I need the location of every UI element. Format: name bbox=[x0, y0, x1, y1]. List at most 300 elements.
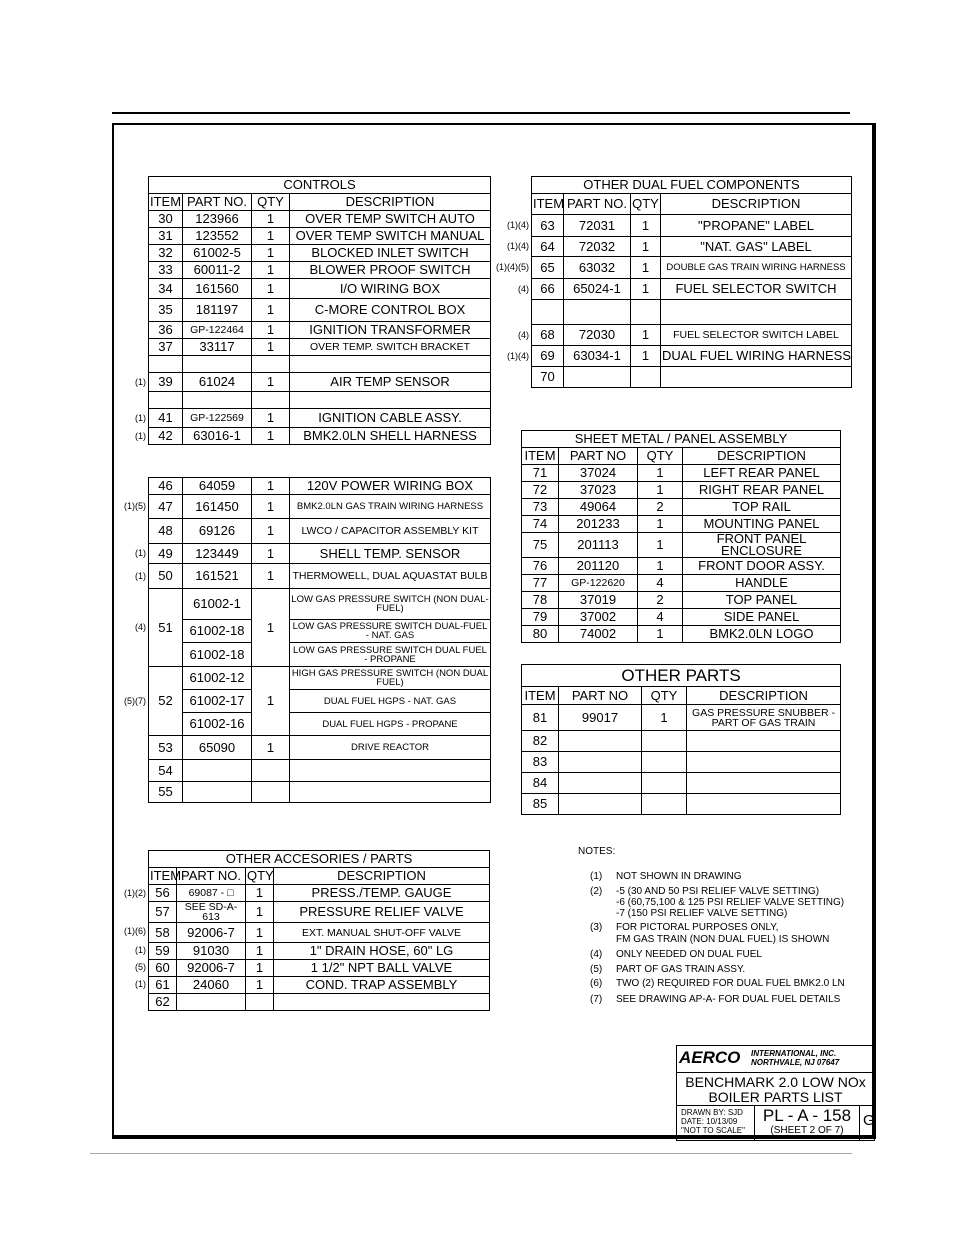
accessories-title: OTHER ACCESORIES / PARTS bbox=[149, 851, 490, 868]
accessories-table bbox=[148, 850, 490, 1011]
part-cell: 63032 bbox=[564, 257, 631, 279]
qty-cell: 1 bbox=[631, 279, 661, 300]
item-cell: 62 bbox=[149, 994, 177, 1011]
part-cell bbox=[564, 300, 631, 325]
description-cell: RIGHT REAR PANEL bbox=[683, 482, 841, 499]
table-row bbox=[532, 257, 852, 279]
part-cell: 65090 bbox=[183, 736, 252, 760]
col-desc-header: DESCRIPTION bbox=[661, 194, 852, 215]
item-cell: 70 bbox=[532, 367, 564, 388]
note-item bbox=[590, 979, 845, 989]
qty-cell: 4 bbox=[638, 575, 683, 592]
part-cell: 74002 bbox=[559, 626, 638, 643]
table-row bbox=[149, 392, 491, 409]
description-cell: BMK2.0LN LOGO bbox=[683, 626, 841, 643]
col-part-header: PART NO bbox=[559, 687, 642, 705]
description-cell: OVER TEMP SWITCH AUTO bbox=[290, 211, 491, 228]
part-cell bbox=[183, 392, 252, 409]
note-text: SEE DRAWING AP-A- FOR DUAL FUEL DETAILS bbox=[616, 994, 841, 1005]
part-cell: 72031 bbox=[564, 215, 631, 237]
item-cell: 53 bbox=[149, 736, 183, 760]
description-cell bbox=[661, 367, 852, 388]
table-row bbox=[522, 731, 841, 752]
footer-rule bbox=[90, 1153, 852, 1154]
table-row bbox=[149, 519, 491, 544]
note-reference: (4) bbox=[518, 283, 529, 294]
description-cell: FRONT DOOR ASSY. bbox=[683, 558, 841, 575]
item-cell: 51 bbox=[149, 589, 183, 667]
part-cell: 63034-1 bbox=[564, 346, 631, 367]
drawing-date: DATE: 10/13/09 bbox=[681, 1117, 738, 1126]
note-reference: (5)(7) bbox=[124, 695, 146, 706]
other-parts-table bbox=[521, 664, 841, 815]
qty-cell: 1 bbox=[246, 902, 274, 923]
part-cell bbox=[183, 782, 252, 803]
item-cell bbox=[149, 356, 183, 373]
part-cell: SEE SD-A-613 bbox=[177, 902, 246, 923]
col-desc-header: DESCRIPTION bbox=[290, 194, 491, 211]
table-row bbox=[149, 478, 491, 495]
item-cell: 41 bbox=[149, 409, 183, 428]
part-cell: 201233 bbox=[559, 516, 638, 533]
item-cell: 60 bbox=[149, 960, 177, 977]
company-name: INTERNATIONAL, INC. bbox=[751, 1049, 837, 1058]
part-cell bbox=[559, 794, 642, 815]
description-cell: DOUBLE GAS TRAIN WIRING HARNESS bbox=[661, 257, 852, 279]
table-row bbox=[149, 228, 491, 245]
part-cell: GP-122464 bbox=[183, 322, 252, 339]
qty-cell: 1 bbox=[246, 923, 274, 943]
qty-cell: 1 bbox=[252, 428, 290, 445]
note-item bbox=[590, 872, 742, 882]
note-text: -5 (30 AND 50 PSI RELIEF VALVE SETTING) bbox=[616, 886, 820, 897]
title-block bbox=[676, 1045, 875, 1141]
item-cell: 79 bbox=[522, 609, 559, 626]
table-row bbox=[149, 279, 491, 299]
qty-cell: 1 bbox=[638, 533, 683, 558]
table-row bbox=[149, 620, 491, 643]
note-reference: (1) bbox=[135, 376, 146, 387]
col-part-header: PART NO bbox=[559, 448, 638, 465]
part-cell: 161560 bbox=[183, 279, 252, 299]
qty-cell: 1 bbox=[638, 626, 683, 643]
description-cell: SIDE PANEL bbox=[683, 609, 841, 626]
description-cell: HANDLE bbox=[683, 575, 841, 592]
note-number: (4) bbox=[590, 949, 603, 960]
table-row bbox=[149, 211, 491, 228]
item-cell: 78 bbox=[522, 592, 559, 609]
col-item-header: ITEM bbox=[522, 448, 559, 465]
qty-cell: 1 bbox=[252, 322, 290, 339]
part-cell: 61002-5 bbox=[183, 245, 252, 262]
item-cell: 64 bbox=[532, 237, 564, 257]
qty-cell: 1 bbox=[638, 516, 683, 533]
qty-cell bbox=[642, 773, 687, 794]
note-text: TWO (2) REQUIRED FOR DUAL FUEL BMK2.0 LN bbox=[616, 978, 845, 989]
table-row bbox=[522, 499, 841, 516]
drawing-title-line2: BOILER PARTS LIST bbox=[708, 1089, 843, 1105]
item-cell: 77 bbox=[522, 575, 559, 592]
qty-cell: 1 bbox=[252, 495, 290, 519]
qty-cell: 1 bbox=[631, 237, 661, 257]
qty-cell: 1 bbox=[252, 211, 290, 228]
item-cell: 84 bbox=[522, 773, 559, 794]
note-number: (7) bbox=[590, 994, 603, 1005]
note-reference: (1) bbox=[135, 430, 146, 441]
table-row bbox=[149, 994, 490, 1011]
qty-cell: 1 bbox=[246, 943, 274, 960]
table-row bbox=[522, 482, 841, 499]
description-cell: DRIVE REACTOR bbox=[290, 736, 491, 760]
table-row bbox=[149, 902, 490, 923]
table-row bbox=[522, 575, 841, 592]
item-cell: 47 bbox=[149, 495, 183, 519]
qty-cell: 1 bbox=[252, 667, 290, 736]
note-item bbox=[590, 923, 778, 933]
part-cell: 123449 bbox=[183, 544, 252, 564]
part-cell bbox=[183, 356, 252, 373]
part-cell: 69087 - □ bbox=[177, 885, 246, 902]
note-reference: (1)(4) bbox=[507, 350, 529, 361]
table-row bbox=[522, 516, 841, 533]
drawing-number: PL - A - 158 bbox=[762, 1106, 852, 1125]
item-cell: 37 bbox=[149, 339, 183, 356]
scale-note: "NOT TO SCALE" bbox=[681, 1126, 745, 1135]
description-cell: 1 1/2" NPT BALL VALVE bbox=[274, 960, 490, 977]
description-cell: DUAL FUEL WIRING HARNESS bbox=[661, 346, 852, 367]
table-row bbox=[522, 558, 841, 575]
description-cell: TOP PANEL bbox=[683, 592, 841, 609]
table-row bbox=[149, 923, 490, 943]
table-row bbox=[149, 736, 491, 760]
item-cell: 52 bbox=[149, 667, 183, 736]
note-number: (6) bbox=[590, 978, 603, 989]
qty-cell bbox=[631, 367, 661, 388]
note-text: PART OF GAS TRAIN ASSY. bbox=[616, 964, 746, 975]
col-qty-header: QTY bbox=[638, 448, 683, 465]
part-cell: GP-122569 bbox=[183, 409, 252, 428]
table-row bbox=[149, 245, 491, 262]
table-row bbox=[532, 367, 852, 388]
table-row bbox=[149, 373, 491, 392]
qty-cell: 1 bbox=[246, 960, 274, 977]
table-row bbox=[149, 428, 491, 445]
item-cell: 80 bbox=[522, 626, 559, 643]
item-cell: 61 bbox=[149, 977, 177, 994]
part-cell bbox=[559, 773, 642, 794]
col-item-header: ITEM bbox=[150, 194, 182, 209]
qty-cell: 1 bbox=[252, 409, 290, 428]
description-cell: PRESS./TEMP. GAUGE bbox=[274, 885, 490, 902]
table-row bbox=[532, 300, 852, 325]
item-cell: 76 bbox=[522, 558, 559, 575]
part-cell: 92006-7 bbox=[177, 960, 246, 977]
note-item bbox=[590, 950, 762, 960]
description-cell: BMK2.0LN SHELL HARNESS bbox=[290, 428, 491, 445]
table-row bbox=[149, 262, 491, 279]
part-cell: 201113 bbox=[559, 533, 638, 558]
part-cell: 69126 bbox=[183, 519, 252, 544]
dual-fuel-title: OTHER DUAL FUEL COMPONENTS bbox=[532, 177, 852, 194]
col-qty-header: QTY bbox=[642, 687, 687, 705]
note-number: (2) bbox=[590, 886, 603, 897]
drawing-title-line1: BENCHMARK 2.0 LOW NOx bbox=[685, 1074, 866, 1090]
description-cell: THERMOWELL, DUAL AQUASTAT BULB bbox=[290, 564, 491, 589]
note-item bbox=[590, 909, 787, 919]
other-parts-title: OTHER PARTS bbox=[522, 665, 841, 687]
table-row bbox=[522, 533, 841, 558]
description-cell bbox=[687, 773, 841, 794]
part-cell bbox=[564, 367, 631, 388]
note-reference: (1) bbox=[135, 570, 146, 581]
description-cell bbox=[687, 731, 841, 752]
table-row bbox=[149, 356, 491, 373]
item-cell: 30 bbox=[149, 211, 183, 228]
qty-cell: 1 bbox=[252, 544, 290, 564]
part-cell: 65024-1 bbox=[564, 279, 631, 300]
note-item bbox=[590, 935, 829, 945]
item-cell: 75 bbox=[522, 533, 559, 558]
item-cell: 57 bbox=[149, 902, 177, 923]
table-row bbox=[522, 592, 841, 609]
table-row bbox=[532, 237, 852, 257]
table-row bbox=[149, 667, 491, 690]
table-row bbox=[522, 752, 841, 773]
table-row bbox=[522, 705, 841, 731]
col-part-header: PART NO. bbox=[564, 194, 631, 215]
qty-cell bbox=[252, 392, 290, 409]
description-cell: BLOCKED INLET SWITCH bbox=[290, 245, 491, 262]
note-reference: (1)(5) bbox=[124, 501, 146, 511]
description-cell: OVER TEMP. SWITCH BRACKET bbox=[290, 339, 491, 356]
col-desc-header: DESCRIPTION bbox=[274, 868, 490, 885]
note-number: (3) bbox=[590, 922, 603, 933]
qty-cell: 1 bbox=[631, 346, 661, 367]
note-text: NOT SHOWN IN DRAWING bbox=[616, 871, 742, 882]
item-cell: 36 bbox=[149, 322, 183, 339]
note-item bbox=[590, 995, 840, 1005]
item-cell: 54 bbox=[149, 760, 183, 782]
table-row bbox=[522, 626, 841, 643]
item-cell: 56 bbox=[149, 885, 177, 902]
description-cell: BLOWER PROOF SWITCH bbox=[290, 262, 491, 279]
item-cell bbox=[532, 300, 564, 325]
table-row bbox=[149, 322, 491, 339]
description-cell: IGNITION TRANSFORMER bbox=[290, 322, 491, 339]
qty-cell bbox=[252, 760, 290, 782]
part-cell: 37019 bbox=[559, 592, 638, 609]
description-cell: LOW GAS PRESSURE SWITCH DUAL-FUEL - NAT. GAS bbox=[290, 620, 491, 643]
table-row bbox=[522, 465, 841, 482]
part-cell: 37023 bbox=[559, 482, 638, 499]
note-reference: (1)(4) bbox=[507, 220, 529, 230]
part-cell bbox=[559, 731, 642, 752]
part-cell: 64059 bbox=[183, 478, 252, 495]
part-cell: 37024 bbox=[559, 465, 638, 482]
item-cell: 42 bbox=[149, 428, 183, 445]
description-cell: LWCO / CAPACITOR ASSEMBLY KIT bbox=[290, 519, 491, 544]
item-cell: 85 bbox=[522, 794, 559, 815]
col-item-header: ITEM bbox=[532, 194, 564, 215]
item-cell: 50 bbox=[149, 564, 183, 589]
item-cell: 74 bbox=[522, 516, 559, 533]
table-row bbox=[149, 564, 491, 589]
note-text: FM GAS TRAIN (NON DUAL FUEL) IS SHOWN bbox=[616, 934, 830, 945]
description-cell: I/O WIRING BOX bbox=[290, 279, 491, 299]
item-cell: 59 bbox=[149, 943, 177, 960]
description-cell bbox=[290, 392, 491, 409]
description-cell: TOP RAIL bbox=[683, 499, 841, 516]
item-cell: 48 bbox=[149, 519, 183, 544]
part-cell: 201120 bbox=[559, 558, 638, 575]
description-cell: FUEL SELECTOR SWITCH LABEL bbox=[661, 325, 852, 346]
description-cell bbox=[661, 300, 852, 325]
qty-cell bbox=[631, 300, 661, 325]
description-cell: C-MORE CONTROL BOX bbox=[290, 299, 491, 322]
col-part-header: PART NO. bbox=[183, 194, 252, 211]
item-cell: 49 bbox=[149, 544, 183, 564]
item-cell: 63 bbox=[532, 215, 564, 237]
table-row bbox=[149, 690, 491, 713]
item-cell: 39 bbox=[149, 373, 183, 392]
qty-cell: 1 bbox=[252, 373, 290, 392]
qty-cell bbox=[642, 794, 687, 815]
note-reference: (1) bbox=[135, 412, 146, 423]
qty-cell bbox=[642, 731, 687, 752]
note-text: -7 (150 PSI RELIEF VALVE SETTING) bbox=[616, 908, 788, 919]
item-cell: 71 bbox=[522, 465, 559, 482]
note-number: (5) bbox=[590, 964, 603, 975]
part-cell: 61002-18 bbox=[183, 620, 252, 643]
description-cell: BMK2.0LN GAS TRAIN WIRING HARNESS bbox=[290, 495, 491, 519]
col-desc-header: DESCRIPTION bbox=[683, 448, 841, 465]
part-cell: 123966 bbox=[183, 211, 252, 228]
qty-cell: 1 bbox=[252, 736, 290, 760]
description-cell: LOW GAS PRESSURE SWITCH (NON DUAL-FUEL) bbox=[290, 589, 491, 620]
table-row bbox=[522, 609, 841, 626]
description-cell bbox=[687, 752, 841, 773]
table-row bbox=[522, 773, 841, 794]
item-cell: 34 bbox=[149, 279, 183, 299]
note-text: ONLY NEEDED ON DUAL FUEL bbox=[616, 949, 762, 960]
description-cell: 1" DRAIN HOSE, 60" LG bbox=[274, 943, 490, 960]
description-cell: LEFT REAR PANEL bbox=[683, 465, 841, 482]
note-item bbox=[590, 965, 745, 975]
col-item-header: ITEM bbox=[150, 868, 182, 883]
description-cell: AIR TEMP SENSOR bbox=[290, 373, 491, 392]
note-text: FOR PICTORAL PURPOSES ONLY, bbox=[616, 922, 779, 933]
part-cell bbox=[559, 752, 642, 773]
description-cell: MOUNTING PANEL bbox=[683, 516, 841, 533]
part-cell: 37002 bbox=[559, 609, 638, 626]
table-row bbox=[149, 960, 490, 977]
part-cell bbox=[177, 994, 246, 1011]
qty-cell: 1 bbox=[246, 977, 274, 994]
qty-cell: 1 bbox=[631, 325, 661, 346]
revision-letter: G bbox=[863, 1112, 875, 1129]
item-cell: 72 bbox=[522, 482, 559, 499]
part-cell: 33117 bbox=[183, 339, 252, 356]
dual-fuel-table bbox=[531, 176, 852, 388]
qty-cell: 1 bbox=[252, 589, 290, 667]
col-part-header: PART NO. bbox=[177, 868, 246, 885]
note-item bbox=[590, 887, 819, 897]
col-desc-header: DESCRIPTION bbox=[687, 687, 841, 705]
qty-cell: 2 bbox=[638, 499, 683, 516]
sheet-number: (SHEET 2 OF 7) bbox=[770, 1125, 844, 1136]
part-cell: 24060 bbox=[177, 977, 246, 994]
qty-cell: 1 bbox=[638, 558, 683, 575]
qty-cell: 1 bbox=[252, 519, 290, 544]
col-qty-header: QTY bbox=[252, 194, 290, 211]
top-rule bbox=[112, 112, 850, 114]
table-row bbox=[149, 495, 491, 519]
notes-heading: NOTES: bbox=[578, 846, 616, 857]
item-cell: 31 bbox=[149, 228, 183, 245]
item-cell: 73 bbox=[522, 499, 559, 516]
part-cell: 161450 bbox=[183, 495, 252, 519]
part-cell: 61002-18 bbox=[183, 643, 252, 667]
part-cell: 61002-12 bbox=[183, 667, 252, 690]
qty-cell: 1 bbox=[252, 262, 290, 279]
item-cell: 68 bbox=[532, 325, 564, 346]
table-row bbox=[149, 544, 491, 564]
note-reference: (1) bbox=[135, 944, 146, 955]
item-cell: 83 bbox=[522, 752, 559, 773]
part-cell: 72030 bbox=[564, 325, 631, 346]
note-reference: (4) bbox=[135, 622, 146, 632]
qty-cell: 2 bbox=[638, 592, 683, 609]
sheet-metal-table bbox=[521, 430, 841, 643]
sheet-metal-title: SHEET METAL / PANEL ASSEMBLY bbox=[522, 431, 841, 448]
description-cell: 120V POWER WIRING BOX bbox=[290, 478, 491, 495]
qty-cell bbox=[252, 356, 290, 373]
controls-table bbox=[148, 176, 491, 445]
item-cell: 65 bbox=[532, 257, 564, 279]
qty-cell: 1 bbox=[631, 215, 661, 237]
description-cell: COND. TRAP ASSEMBLY bbox=[274, 977, 490, 994]
description-cell: "NAT. GAS" LABEL bbox=[661, 237, 852, 257]
table-row bbox=[149, 977, 490, 994]
table-row bbox=[532, 215, 852, 237]
item-cell: 66 bbox=[532, 279, 564, 300]
col-qty-header: QTY bbox=[247, 868, 274, 883]
description-cell bbox=[290, 782, 491, 803]
qty-cell: 1 bbox=[252, 299, 290, 322]
note-reference: (4) bbox=[518, 329, 529, 340]
description-cell: DUAL FUEL HGPS - NAT. GAS bbox=[290, 690, 491, 713]
item-cell bbox=[149, 392, 183, 409]
part-cell: 91030 bbox=[177, 943, 246, 960]
table-row bbox=[149, 299, 491, 322]
company-logo: AERCO bbox=[679, 1048, 741, 1067]
note-text: -6 (60,75,100 & 125 PSI RELIEF VALVE SETTING) bbox=[616, 897, 845, 908]
qty-cell: 1 bbox=[252, 564, 290, 589]
table-row bbox=[149, 943, 490, 960]
controls-title: CONTROLS bbox=[149, 177, 491, 194]
table-row bbox=[532, 279, 852, 300]
qty-cell: 1 bbox=[642, 705, 687, 731]
part-cell: 49064 bbox=[559, 499, 638, 516]
part-cell: 161521 bbox=[183, 564, 252, 589]
description-cell: LOW GAS PRESSURE SWITCH DUAL FUEL - PROPANE bbox=[290, 643, 491, 667]
part-cell: 61002-17 bbox=[183, 690, 252, 713]
note-reference: (1) bbox=[135, 978, 146, 989]
part-cell: 61002-16 bbox=[183, 713, 252, 736]
item-cell: 81 bbox=[522, 705, 559, 731]
description-cell bbox=[274, 994, 490, 1011]
table-row bbox=[149, 643, 491, 667]
